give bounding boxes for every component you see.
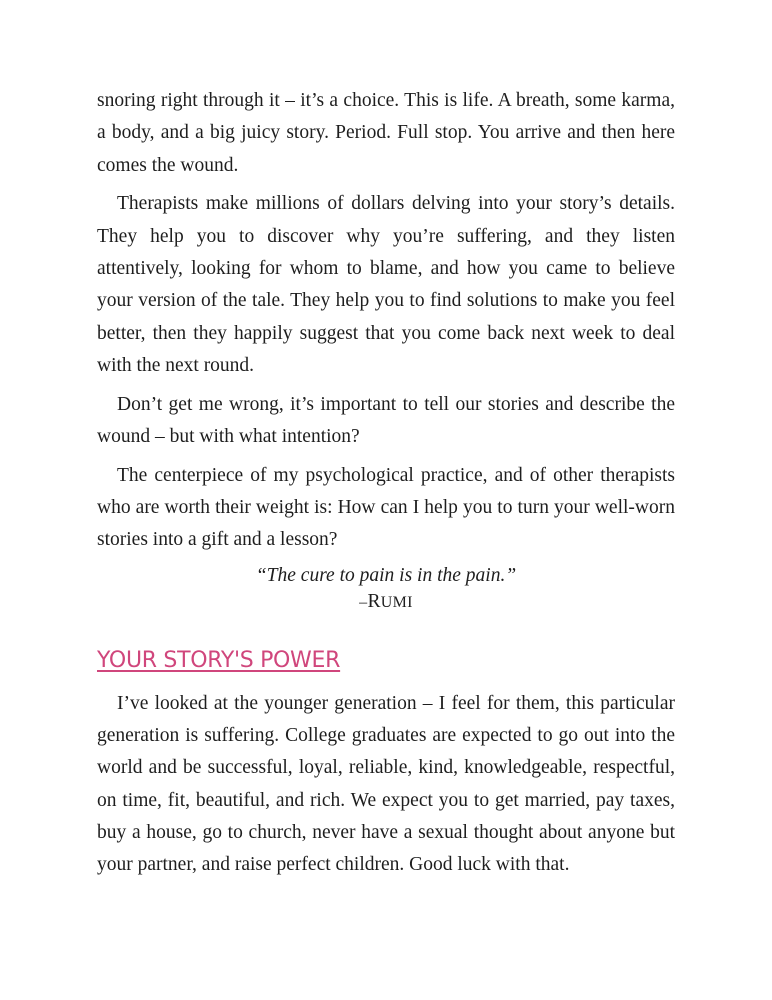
quote-author-rest: UMI <box>380 593 413 611</box>
quote-author-initial: R <box>367 590 381 612</box>
quote-author <box>97 591 675 614</box>
body-paragraph-therapists: Therapists make millions of dollars delving into your story’s details. They help you to discover why you’re suffering, and they listen attentively, looking for whom to blame, and how you came to believe your version of the tale. They help you to find solutions to make you feel better, then they happily suggest that you come back next week to deal with the next round. <box>97 193 675 376</box>
section-body <box>97 688 675 882</box>
quote-text: “The cure to pain is in the pain.” <box>255 564 517 586</box>
body-paragraph-continued: snoring right through it – it’s a choice. This is life. A breath, some karma, a body, and a big juicy story. Period. Full stop. You arrive and then here comes the wound. <box>97 90 675 176</box>
body-paragraph-centerpiece: The centerpiece of my psychological practice, and of other therapists who are worth their weight is: How can I help you to turn your well-worn stories into a gift and a lesson? <box>97 464 675 551</box>
quote-author-dash: – <box>359 593 368 611</box>
body-paragraph-younger-generation: I’ve looked at the younger generation – I feel for them, this particular generation is suffering. College graduates are expected to go out into the world and be successful, loyal, reliable, kind, knowledgeable, respectful, on time, fit, beautiful, and rich. We expect you to get married, pay taxes, buy a house, go to church, never have a sexual thought about anyone but your partner, and raise perfect children. Good luck with that. <box>97 692 675 876</box>
page-content <box>97 85 675 881</box>
epigraph-quote <box>97 561 675 614</box>
body-paragraph-dont-get-me-wrong: Don’t get me wrong, it’s important to tell our stories and describe the wound – but with what intention? <box>97 393 675 447</box>
section-heading: YOUR STORY'S POWER <box>97 647 341 673</box>
